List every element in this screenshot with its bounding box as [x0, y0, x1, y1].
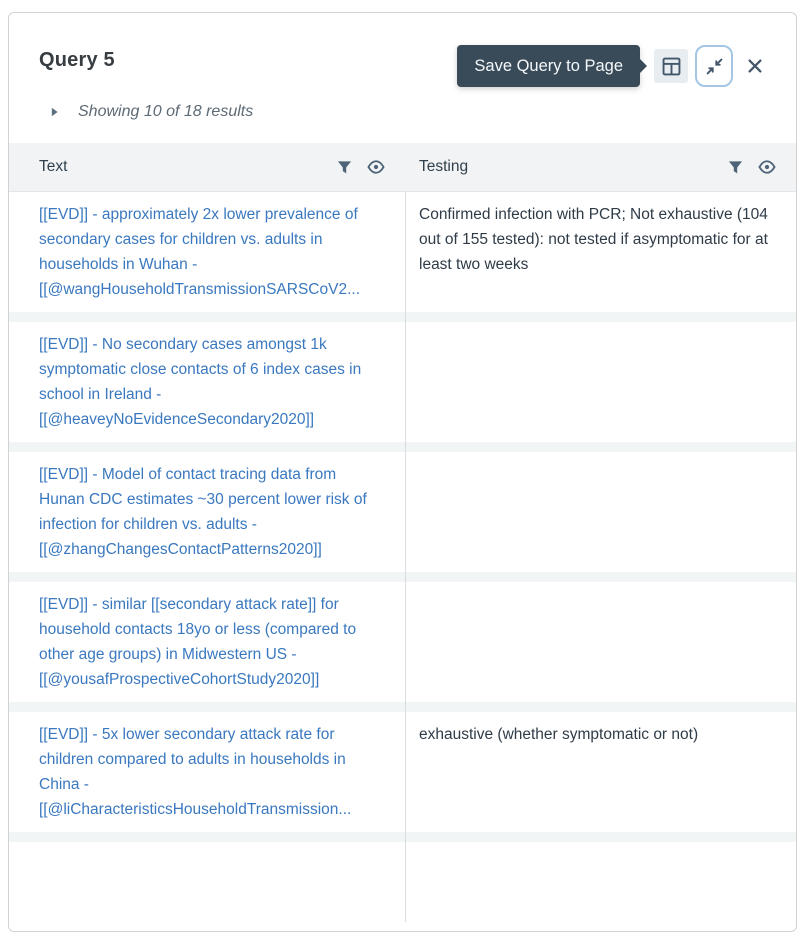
collapse-inward-arrows-icon — [706, 58, 723, 75]
cell-text-link[interactable]: [[EVD]] - Model of contact tracing data from Hunan CDC estimates ~30 percent lower risk of infection for children vs. adults - [[@zhangChangesContactPatterns2020]] — [39, 466, 367, 558]
save-query-tooltip-label: Save Query to Page — [474, 57, 623, 75]
table-row — [9, 842, 796, 922]
query-panel — [8, 12, 797, 932]
table-row — [9, 582, 796, 712]
column-controls — [337, 158, 385, 176]
table-row — [9, 452, 796, 582]
table-header-row — [9, 143, 796, 192]
cell-text-link[interactable]: [[EVD]] - No secondary cases amongst 1k symptomatic close contacts of 6 index cases in school in Ireland - [[@heaveyNoEvidenceSecondary2020]] — [39, 336, 362, 428]
cell-text-link[interactable] — [9, 842, 405, 922]
cell-testing — [405, 842, 796, 922]
save-query-to-page-button[interactable] — [654, 49, 688, 83]
query-results-table — [9, 143, 796, 922]
cell-testing — [405, 452, 796, 572]
query-title: Query 5 — [39, 49, 115, 71]
collapse-query-button[interactable] — [695, 45, 733, 87]
column-divider — [405, 192, 406, 922]
funnel-icon[interactable] — [337, 160, 352, 175]
column-label: Text — [39, 158, 68, 175]
table-row — [9, 712, 796, 842]
results-summary-row — [47, 103, 770, 121]
cell-testing — [405, 582, 796, 702]
cell-testing — [405, 322, 796, 442]
table-row — [9, 322, 796, 452]
cell-text-link[interactable]: [[EVD]] - similar [[secondary attack rate]] for household contacts 18yo or less (compared to other age groups) in Midwestern US - [[@yousafProspectiveCohortStudy2020]] — [39, 596, 357, 688]
query-panel-header — [9, 13, 796, 121]
column-controls — [728, 158, 776, 176]
query-actions — [457, 45, 770, 87]
cell-testing: Confirmed infection with PCR; Not exhaustive (104 out of 155 tested): not tested if asymptomatic for at least two weeks — [419, 206, 768, 273]
eye-icon[interactable] — [758, 158, 776, 176]
cell-testing: exhaustive (whether symptomatic or not) — [419, 726, 699, 743]
save-query-tooltip — [457, 45, 640, 87]
funnel-icon[interactable] — [728, 160, 743, 175]
column-header-testing — [405, 143, 796, 191]
close-icon — [746, 57, 764, 75]
table-body — [9, 192, 796, 922]
column-header-text — [9, 143, 405, 191]
tooltip-arrow — [639, 58, 647, 74]
results-summary: Showing 10 of 18 results — [78, 103, 254, 120]
column-label: Testing — [419, 158, 469, 175]
eye-icon[interactable] — [367, 158, 385, 176]
table-icon — [662, 57, 681, 76]
table-row — [9, 192, 796, 322]
close-query-button[interactable] — [740, 48, 770, 84]
cell-text-link[interactable]: [[EVD]] - approximately 2x lower prevalence of secondary cases for children vs. adults in households in Wuhan - [[@wangHouseholdTransmissionSARSCoV2... — [39, 206, 360, 298]
caret-right-icon[interactable] — [47, 105, 61, 119]
cell-text-link[interactable]: [[EVD]] - 5x lower secondary attack rate for children compared to adults in households in China - [[@liCharacteristicsHouseholdTransmission... — [39, 726, 352, 818]
